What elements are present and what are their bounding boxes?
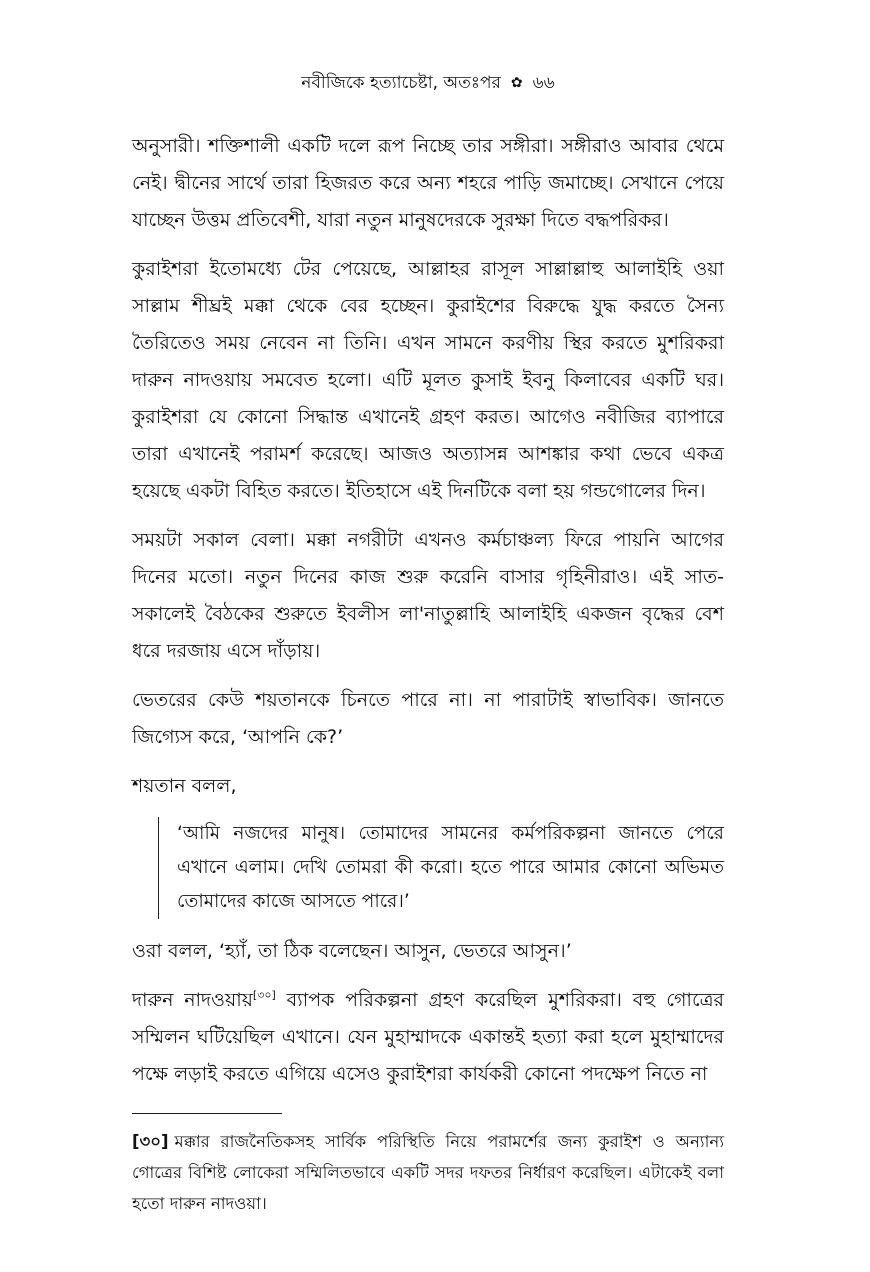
paragraph-5: শয়তান বলল, <box>132 775 237 797</box>
footnote-body <box>132 1126 724 1219</box>
paragraph-after-quote: ওরা বলল, ‘হ্যাঁ, তা ঠিক বলেছেন। আসুন, ভেতরে আসুন।’ <box>132 940 572 962</box>
quote-text: ‘আমি নজদের মানুষ। তোমাদের সামনের কর্মপরিকল্পনা জানতে পেরে এখানে এলাম। দেখি তোমরা কী করো। হতে পারে আমার কোনো অভিমত তোমাদের কাজে আসতে পারে।’ <box>177 823 724 912</box>
footnote-reference[interactable]: [৩০] <box>252 988 276 1002</box>
book-page <box>132 68 724 1219</box>
page-number: ৬৬ <box>532 73 555 93</box>
paragraph-4: ভেতরের কেউ শয়তানকে চিনতে পারে না। না পারাটাই স্বাভাবিক। জানতে জিগ্যেস করে, ‘আপনি কে?’ <box>132 689 724 748</box>
running-title: নবীজিকে হত্যাচেষ্টা, অতঃপর <box>301 73 501 93</box>
block-quote <box>158 817 724 919</box>
paragraph-1: অনুসারী। শক্তিশালী একটি দলে রূপ নিচ্ছে তার সঙ্গীরা। সঙ্গীরাও আবার থেমে নেই। দ্বীনের সার্থে তারা হিজরত করে অন্য শহরে পাড়ি জমাচ্ছে। সেখানে পেয়ে যাচ্ছেন উত্তম প্রতিবেশী, যারা নতুন মানুষদেরকে সুরক্ষা দিতে বদ্ধপরিকর। <box>132 135 724 231</box>
footnote-marker: [৩০] <box>132 1132 169 1151</box>
paragraph-2: কুরাইশরা ইতোমধ্যে টের পেয়েছে, আল্লাহর রাসূল সাল্লাল্লাহু আলাইহি ওয়া সাল্লাম শীঘ্রই মক্কা থেকে বের হচ্ছেন। কুরাইশের বিরুদ্ধে যুদ্ধ করতে সৈন্য তৈরিতেও সময় নেবেন না তিনি। এখন সামনে করণীয় স্থির করতে মুশরিকরা দারুন নাদওয়ায় সমবেত হলো। এটি মূলত কুসাই ইবনু কিলাবের একটি ঘর। কুরাইশরা যে কোনো সিদ্ধান্ত এখানেই গ্রহণ করত। আগেও নবীজির ব্যাপারে তারা এখানেই পরামর্শ করেছে। আজও অত্যাসন্ন আশঙ্কার কথা ভেবে একত্র হয়েছে একটা বিহিত করতে। ইতিহাসে এই দিনটিকে বলা হয় গন্ডগোলের দিন। <box>132 258 724 502</box>
footnote-text: মক্কার রাজনৈতিকসহ সার্বিক পরিস্থিতি নিয়ে পরামর্শের জন্য কুরাইশ ও অন্যান্য গোত্রের বিশিষ্ট লোকেরা সম্মিলিতভাবে একটি সদর দফতর নির্ধারণ করেছিল। এটাকেই বলা হতো দারুন নাদওয়া। <box>132 1132 724 1213</box>
footnote <box>132 1126 724 1219</box>
paragraph-last-lead: দারুন নাদওয়ায় <box>132 989 253 1011</box>
running-header <box>132 68 724 98</box>
paragraph-last-rest: ব্যাপক পরিকল্পনা গ্রহণ করেছিল মুশরিকরা। বহু গোত্রের সম্মিলন ঘটিয়েছিল এখানে। যেন মুহাম্মাদকে একান্তই হত্যা করা হলে মুহাম্মাদের পক্ষে লড়াই করতে এগিয়ে এসেও কুরাইশরা কার্যকরী কোনো পদক্ষেপ নিতে না <box>132 989 724 1085</box>
paragraph-3: সময়টা সকাল বেলা। মক্কা নগরীটা এখনও কর্মচাঞ্চল্য ফিরে পায়নি আগের দিনের মতো। নতুন দিনের কাজ শুরু করেনি বাসার গৃহিনীরাও। এই সাত-সকালেই বৈঠকের শুরুতে ইবলীস লা'নাতুল্লাহি আলাইহি একজন বৃদ্ধের বেশ ধরে দরজায় এসে দাঁড়ায়। <box>132 529 724 662</box>
paragraph-last <box>132 982 724 1093</box>
footnote-divider <box>132 1113 282 1114</box>
flower-ornament-icon: ✿ <box>510 75 523 91</box>
